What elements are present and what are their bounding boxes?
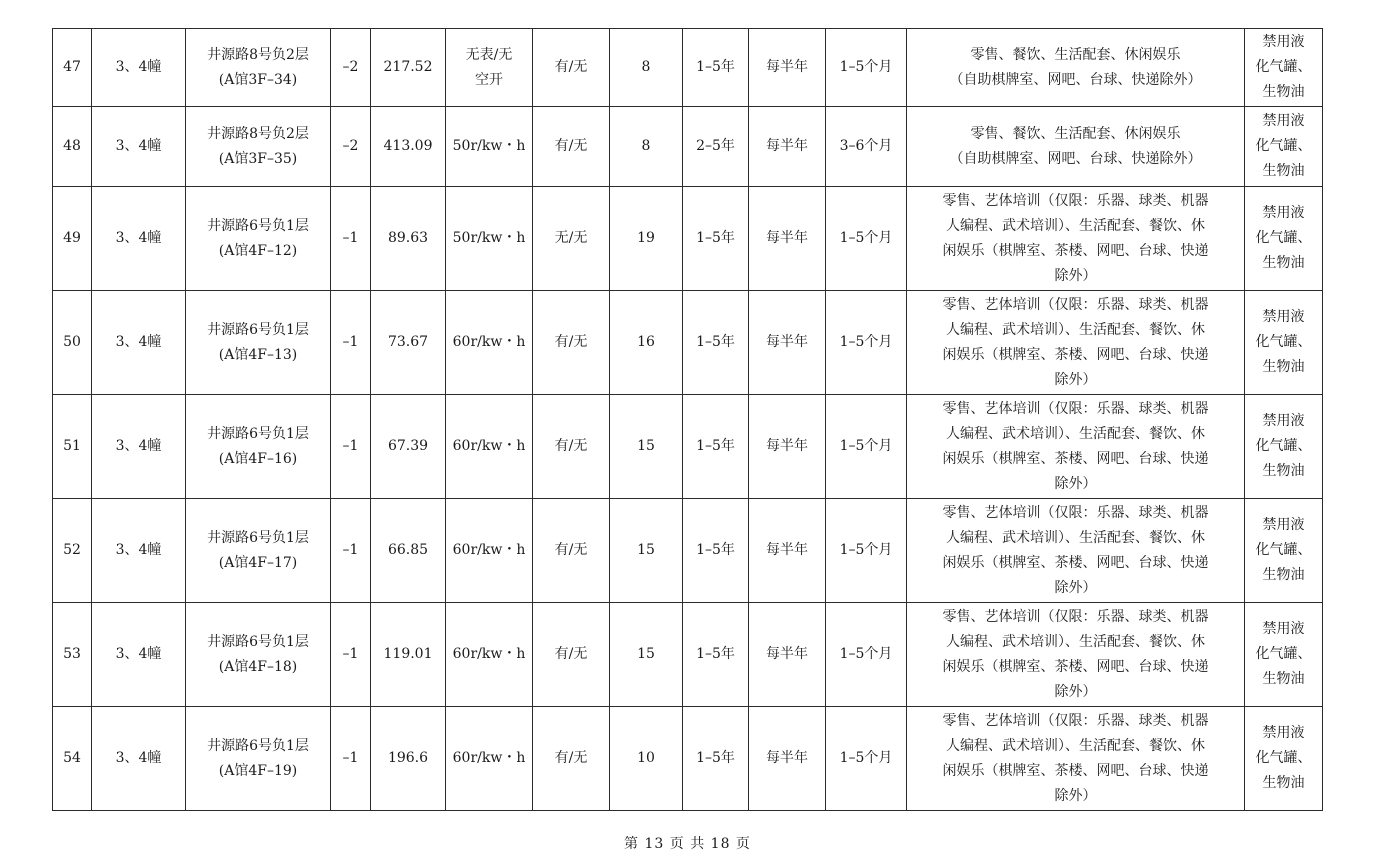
table-row — [53, 187, 1323, 291]
address-cell — [186, 707, 331, 811]
restriction-cell-line: 禁用液 — [1262, 413, 1305, 429]
table-row — [53, 707, 1323, 811]
floor-cell: –1 — [331, 603, 371, 707]
property-lease-table — [52, 28, 1323, 811]
floor-cell: –2 — [331, 29, 371, 107]
count-cell: 16 — [610, 291, 683, 395]
facility-cell: 有/无 — [533, 395, 610, 499]
pay-cycle-cell: 每半年 — [749, 291, 826, 395]
row-number-cell: 47 — [53, 29, 92, 107]
floor-cell: –1 — [331, 291, 371, 395]
table-body — [53, 29, 1323, 811]
free-period-cell: 1–5个月 — [826, 707, 907, 811]
area-cell: 413.09 — [371, 107, 446, 187]
address-cell-line: (A馆4F–18) — [218, 658, 298, 675]
restriction-cell-line: 禁用液 — [1262, 517, 1305, 533]
facility-cell: 无/无 — [533, 187, 610, 291]
pay-cycle-cell: 每半年 — [749, 395, 826, 499]
restriction-cell — [1245, 291, 1323, 395]
restriction-cell — [1245, 29, 1323, 107]
usage-cell-line: 除外） — [1054, 787, 1097, 804]
usage-cell-line: 闲娱乐（棋牌室、茶楼、网吧、台球、快递 — [942, 554, 1209, 571]
area-cell: 196.6 — [371, 707, 446, 811]
usage-cell-line: （自助棋牌室、网吧、台球、快递除外） — [949, 71, 1202, 88]
usage-cell-line: 闲娱乐（棋牌室、茶楼、网吧、台球、快递 — [942, 242, 1209, 259]
building-cell: 3、4幢 — [92, 29, 186, 107]
meter-cell — [446, 395, 533, 499]
address-cell-line: 井源路6号负1层 — [207, 321, 309, 338]
address-cell-line: (A馆3F–35) — [218, 150, 298, 167]
meter-cell-line: 60r/kw・h — [452, 438, 526, 454]
area-cell: 67.39 — [371, 395, 446, 499]
lease-term-cell: 1–5年 — [683, 29, 749, 107]
count-cell: 8 — [610, 29, 683, 107]
table-row — [53, 499, 1323, 603]
pay-cycle-cell: 每半年 — [749, 499, 826, 603]
usage-cell-line: 零售、艺体培训（仅限：乐器、球类、机器 — [942, 296, 1209, 313]
lease-term-cell: 1–5年 — [683, 187, 749, 291]
table-row — [53, 107, 1323, 187]
building-cell: 3、4幢 — [92, 499, 186, 603]
lease-term-cell: 1–5年 — [683, 499, 749, 603]
page-number-label: 第 13 页 共 18 页 — [624, 836, 751, 852]
restriction-cell-line: 生物油 — [1262, 775, 1305, 791]
restriction-cell-line: 生物油 — [1262, 567, 1305, 583]
address-cell-line: 井源路6号负1层 — [207, 633, 309, 650]
count-cell: 10 — [610, 707, 683, 811]
building-cell: 3、4幢 — [92, 187, 186, 291]
address-cell-line: 井源路8号负2层 — [207, 125, 309, 142]
count-cell: 15 — [610, 395, 683, 499]
table-row — [53, 395, 1323, 499]
pay-cycle-cell: 每半年 — [749, 603, 826, 707]
lease-term-cell: 1–5年 — [683, 291, 749, 395]
address-cell — [186, 29, 331, 107]
restriction-cell-line: 化气罐、 — [1255, 646, 1312, 662]
area-cell: 89.63 — [371, 187, 446, 291]
meter-cell-line: 空开 — [475, 71, 503, 88]
address-cell — [186, 499, 331, 603]
restriction-cell — [1245, 499, 1323, 603]
meter-cell-line: 50r/kw・h — [452, 230, 526, 246]
restriction-cell-line: 化气罐、 — [1255, 334, 1312, 350]
floor-cell: –1 — [331, 707, 371, 811]
lease-term-cell: 1–5年 — [683, 707, 749, 811]
floor-cell: –2 — [331, 107, 371, 187]
building-cell: 3、4幢 — [92, 395, 186, 499]
usage-cell-line: 人编程、武术培训）、生活配套、餐饮、休 — [946, 425, 1205, 442]
restriction-cell-line: 化气罐、 — [1255, 542, 1312, 558]
usage-cell-line: 人编程、武术培训）、生活配套、餐饮、休 — [946, 633, 1205, 650]
usage-cell-line: 除外） — [1054, 579, 1097, 596]
usage-cell-line: 零售、餐饮、生活配套、休闲娱乐 — [970, 125, 1181, 142]
address-cell-line: (A馆4F–17) — [218, 554, 298, 571]
free-period-cell: 1–5个月 — [826, 395, 907, 499]
page-footer — [0, 833, 1375, 853]
building-cell: 3、4幢 — [92, 291, 186, 395]
meter-cell — [446, 107, 533, 187]
meter-cell — [446, 707, 533, 811]
free-period-cell: 1–5个月 — [826, 291, 907, 395]
usage-cell-line: 人编程、武术培训）、生活配套、餐饮、休 — [946, 737, 1205, 754]
address-cell-line: 井源路6号负1层 — [207, 425, 309, 442]
pay-cycle-cell: 每半年 — [749, 707, 826, 811]
facility-cell: 有/无 — [533, 29, 610, 107]
building-cell: 3、4幢 — [92, 707, 186, 811]
restriction-cell-line: 化气罐、 — [1255, 438, 1312, 454]
usage-cell — [907, 499, 1245, 603]
restriction-cell-line: 化气罐、 — [1255, 750, 1312, 766]
usage-cell-line: 零售、艺体培训（仅限：乐器、球类、机器 — [942, 712, 1209, 729]
pay-cycle-cell: 每半年 — [749, 187, 826, 291]
free-period-cell: 1–5个月 — [826, 603, 907, 707]
free-period-cell: 1–5个月 — [826, 499, 907, 603]
count-cell: 15 — [610, 499, 683, 603]
table-row — [53, 603, 1323, 707]
restriction-cell — [1245, 603, 1323, 707]
address-cell-line: (A馆4F–19) — [218, 762, 298, 779]
count-cell: 19 — [610, 187, 683, 291]
meter-cell-line: 无表/无 — [465, 46, 513, 63]
area-cell: 217.52 — [371, 29, 446, 107]
lease-term-cell: 2–5年 — [683, 107, 749, 187]
row-number-cell: 49 — [53, 187, 92, 291]
restriction-cell — [1245, 395, 1323, 499]
usage-cell — [907, 107, 1245, 187]
table-row — [53, 29, 1323, 107]
row-number-cell: 50 — [53, 291, 92, 395]
table-row — [53, 291, 1323, 395]
usage-cell-line: 闲娱乐（棋牌室、茶楼、网吧、台球、快递 — [942, 450, 1209, 467]
address-cell-line: 井源路8号负2层 — [207, 46, 309, 63]
meter-cell-line: 60r/kw・h — [452, 750, 526, 766]
address-cell — [186, 603, 331, 707]
property-lease-table-container — [52, 28, 1322, 811]
usage-cell-line: 闲娱乐（棋牌室、茶楼、网吧、台球、快递 — [942, 658, 1209, 675]
address-cell-line: 井源路6号负1层 — [207, 217, 309, 234]
usage-cell-line: 零售、艺体培训（仅限：乐器、球类、机器 — [942, 504, 1209, 521]
usage-cell-line: 除外） — [1054, 683, 1097, 700]
usage-cell-line: 零售、艺体培训（仅限：乐器、球类、机器 — [942, 608, 1209, 625]
restriction-cell-line: 禁用液 — [1262, 621, 1305, 637]
restriction-cell-line: 禁用液 — [1262, 309, 1305, 325]
restriction-cell — [1245, 187, 1323, 291]
usage-cell-line: （自助棋牌室、网吧、台球、快递除外） — [949, 150, 1202, 167]
restriction-cell-line: 禁用液 — [1262, 725, 1305, 741]
restriction-cell-line: 化气罐、 — [1255, 59, 1312, 75]
facility-cell: 有/无 — [533, 603, 610, 707]
restriction-cell-line: 生物油 — [1262, 163, 1305, 179]
address-cell — [186, 291, 331, 395]
area-cell: 66.85 — [371, 499, 446, 603]
pay-cycle-cell: 每半年 — [749, 107, 826, 187]
usage-cell — [907, 395, 1245, 499]
restriction-cell-line: 化气罐、 — [1255, 138, 1312, 154]
facility-cell: 有/无 — [533, 291, 610, 395]
usage-cell-line: 人编程、武术培训）、生活配套、餐饮、休 — [946, 217, 1205, 234]
facility-cell: 有/无 — [533, 107, 610, 187]
row-number-cell: 51 — [53, 395, 92, 499]
meter-cell — [446, 187, 533, 291]
usage-cell-line: 除外） — [1054, 475, 1097, 492]
row-number-cell: 52 — [53, 499, 92, 603]
usage-cell-line: 零售、艺体培训（仅限：乐器、球类、机器 — [942, 400, 1209, 417]
area-cell: 119.01 — [371, 603, 446, 707]
usage-cell-line: 除外） — [1054, 371, 1097, 388]
row-number-cell: 54 — [53, 707, 92, 811]
free-period-cell: 1–5个月 — [826, 187, 907, 291]
count-cell: 15 — [610, 603, 683, 707]
floor-cell: –1 — [331, 395, 371, 499]
area-cell: 73.67 — [371, 291, 446, 395]
address-cell-line: (A馆4F–12) — [218, 242, 298, 259]
meter-cell — [446, 499, 533, 603]
building-cell: 3、4幢 — [92, 603, 186, 707]
row-number-cell: 53 — [53, 603, 92, 707]
pay-cycle-cell: 每半年 — [749, 29, 826, 107]
usage-cell — [907, 291, 1245, 395]
restriction-cell-line: 生物油 — [1262, 255, 1305, 271]
address-cell-line: (A馆4F–16) — [218, 450, 298, 467]
count-cell: 8 — [610, 107, 683, 187]
usage-cell — [907, 707, 1245, 811]
meter-cell-line: 60r/kw・h — [452, 334, 526, 350]
usage-cell — [907, 603, 1245, 707]
usage-cell-line: 零售、艺体培训（仅限：乐器、球类、机器 — [942, 192, 1209, 209]
address-cell-line: 井源路6号负1层 — [207, 737, 309, 754]
address-cell-line: (A馆3F–34) — [218, 71, 298, 88]
restriction-cell-line: 化气罐、 — [1255, 230, 1312, 246]
restriction-cell-line: 生物油 — [1262, 463, 1305, 479]
meter-cell-line: 60r/kw・h — [452, 542, 526, 558]
usage-cell-line: 闲娱乐（棋牌室、茶楼、网吧、台球、快递 — [942, 346, 1209, 363]
floor-cell: –1 — [331, 499, 371, 603]
restriction-cell-line: 禁用液 — [1262, 113, 1305, 129]
building-cell: 3、4幢 — [92, 107, 186, 187]
restriction-cell-line: 生物油 — [1262, 671, 1305, 687]
lease-term-cell: 1–5年 — [683, 603, 749, 707]
free-period-cell: 1–5个月 — [826, 29, 907, 107]
floor-cell: –1 — [331, 187, 371, 291]
facility-cell: 有/无 — [533, 499, 610, 603]
lease-term-cell: 1–5年 — [683, 395, 749, 499]
address-cell-line: 井源路6号负1层 — [207, 529, 309, 546]
restriction-cell-line: 禁用液 — [1262, 34, 1305, 50]
free-period-cell: 3–6个月 — [826, 107, 907, 187]
restriction-cell — [1245, 107, 1323, 187]
usage-cell-line: 除外） — [1054, 267, 1097, 284]
usage-cell-line: 闲娱乐（棋牌室、茶楼、网吧、台球、快递 — [942, 762, 1209, 779]
meter-cell — [446, 29, 533, 107]
meter-cell — [446, 603, 533, 707]
usage-cell-line: 零售、餐饮、生活配套、休闲娱乐 — [970, 46, 1181, 63]
meter-cell-line: 50r/kw・h — [452, 138, 526, 154]
meter-cell — [446, 291, 533, 395]
address-cell-line: (A馆4F–13) — [218, 346, 298, 363]
usage-cell — [907, 187, 1245, 291]
address-cell — [186, 395, 331, 499]
restriction-cell-line: 生物油 — [1262, 359, 1305, 375]
usage-cell-line: 人编程、武术培训）、生活配套、餐饮、休 — [946, 321, 1205, 338]
address-cell — [186, 187, 331, 291]
facility-cell: 有/无 — [533, 707, 610, 811]
usage-cell — [907, 29, 1245, 107]
row-number-cell: 48 — [53, 107, 92, 187]
address-cell — [186, 107, 331, 187]
restriction-cell-line: 生物油 — [1262, 84, 1305, 100]
usage-cell-line: 人编程、武术培训）、生活配套、餐饮、休 — [946, 529, 1205, 546]
meter-cell-line: 60r/kw・h — [452, 646, 526, 662]
restriction-cell-line: 禁用液 — [1262, 205, 1305, 221]
restriction-cell — [1245, 707, 1323, 811]
